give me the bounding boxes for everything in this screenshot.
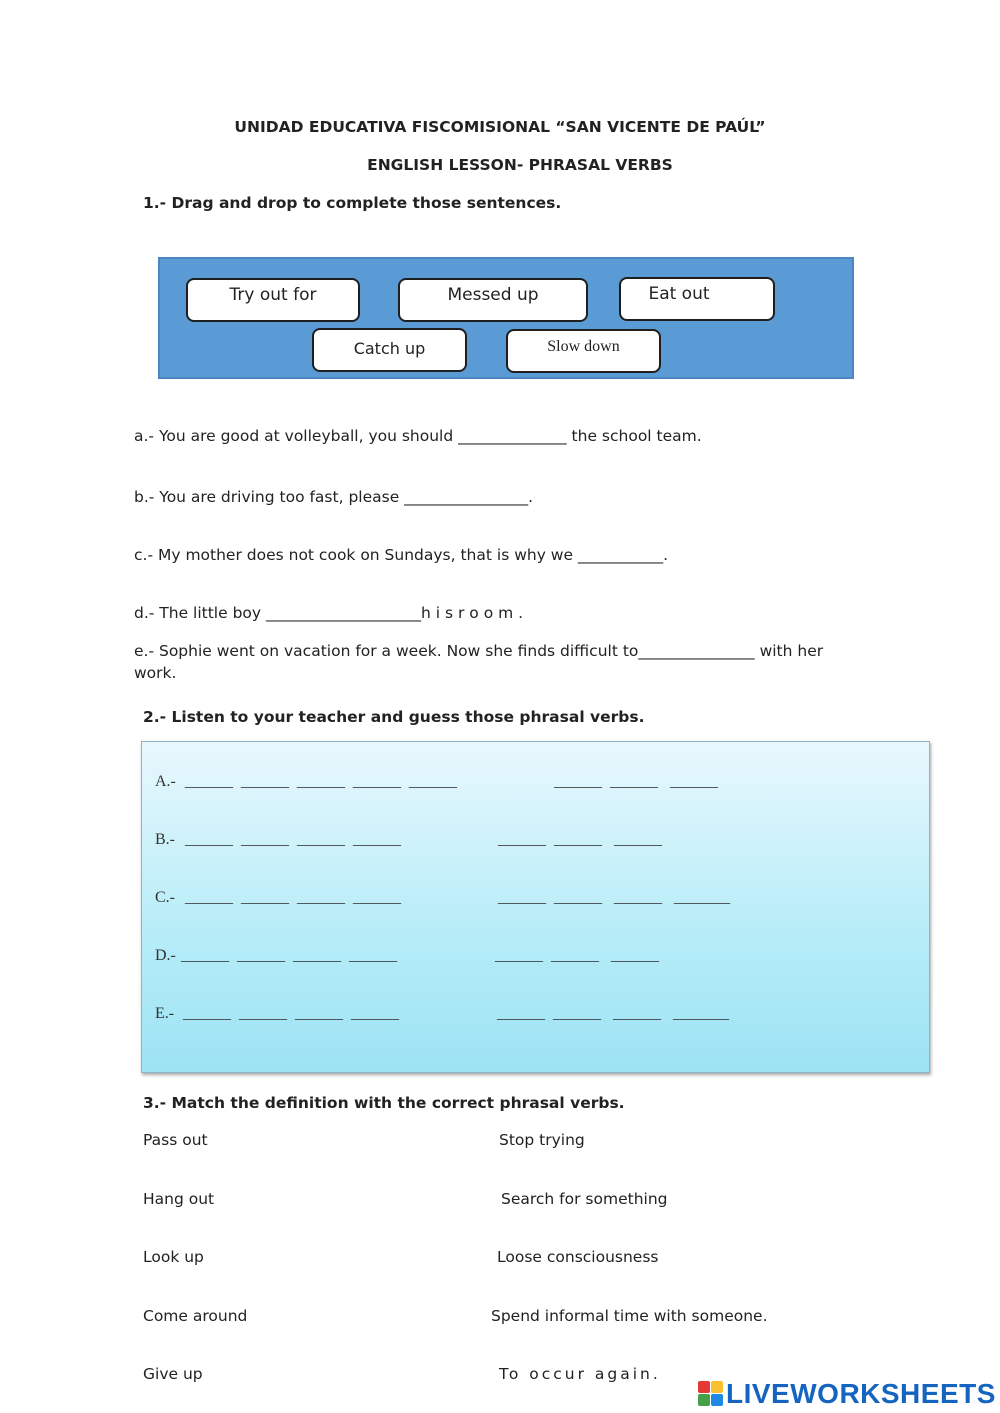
sentence-a: a.- You are good at volleyball, you should ______________ the school team. xyxy=(134,427,702,445)
chip-try-out-for[interactable]: Try out for xyxy=(186,278,360,322)
row-label-e: E.- xyxy=(155,1005,175,1022)
section1-title: 1.- Drag and drop to complete those sentences. xyxy=(143,194,562,212)
verb-look-up[interactable]: Look up xyxy=(143,1248,204,1266)
chip-catch-up[interactable]: Catch up xyxy=(312,328,467,372)
verb-pass-out[interactable]: Pass out xyxy=(143,1131,208,1149)
row-a-blanks-left[interactable]: ______ ______ ______ ______ ______ xyxy=(185,773,457,790)
row-label-c: C.- xyxy=(155,889,175,906)
lesson-title: ENGLISH LESSON- PHRASAL VERBS xyxy=(367,156,673,174)
sentence-b: b.- You are driving too fast, please ________________. xyxy=(134,488,534,506)
row-label-b: B.- xyxy=(155,831,175,848)
listening-box xyxy=(141,741,930,1073)
verb-give-up[interactable]: Give up xyxy=(143,1365,203,1383)
row-c-blanks-left[interactable]: ______ ______ ______ ______ xyxy=(185,889,401,906)
row-c-blanks-right[interactable]: ______ ______ ______ _______ xyxy=(498,889,730,906)
sentence-d: d.- The little boy ____________________h i s r o o m . xyxy=(134,604,524,622)
sentence-e-line1: e.- Sophie went on vacation for a week. Now she finds difficult to_______________ with her xyxy=(134,642,824,660)
word-bank xyxy=(158,257,854,379)
school-title: UNIDAD EDUCATIVA FISCOMISIONAL “SAN VICENTE DE PAÚL” xyxy=(234,118,766,136)
section3-title: 3.- Match the definition with the correct phrasal verbs. xyxy=(143,1094,625,1112)
section2-title: 2.- Listen to your teacher and guess those phrasal verbs. xyxy=(143,708,645,726)
logo-grid-icon xyxy=(698,1381,724,1407)
chip-messed-up[interactable]: Messed up xyxy=(398,278,588,322)
def-stop-trying[interactable]: Stop trying xyxy=(499,1131,585,1149)
verb-hang-out[interactable]: Hang out xyxy=(143,1190,215,1208)
row-e-blanks-left[interactable]: ______ ______ ______ ______ xyxy=(183,1005,399,1022)
logo-text: LIVEWORKSHEETS xyxy=(726,1378,996,1409)
def-spend-informal-time[interactable]: Spend informal time with someone. xyxy=(491,1307,768,1325)
row-a-blanks-right[interactable]: ______ ______ ______ xyxy=(554,773,718,790)
row-d-blanks-right[interactable]: ______ ______ ______ xyxy=(495,947,659,964)
chip-slow-down[interactable]: Slow down xyxy=(506,329,661,373)
chip-eat-out[interactable]: Eat out xyxy=(619,277,775,321)
def-search-for-something[interactable]: Search for something xyxy=(501,1190,668,1208)
row-label-a: A.- xyxy=(155,773,176,790)
def-loose-consciousness[interactable]: Loose consciousness xyxy=(497,1248,659,1266)
row-b-blanks-right[interactable]: ______ ______ ______ xyxy=(498,831,662,848)
verb-come-around[interactable]: Come around xyxy=(143,1307,248,1325)
def-occur-again[interactable]: To occur again. xyxy=(499,1365,661,1383)
row-label-d: D.- xyxy=(155,947,176,964)
sentence-e-line2: work. xyxy=(134,664,177,682)
sentence-c: c.- My mother does not cook on Sundays, that is why we ___________. xyxy=(134,546,669,564)
row-e-blanks-right[interactable]: ______ ______ ______ _______ xyxy=(497,1005,729,1022)
row-d-blanks-left[interactable]: ______ ______ ______ ______ xyxy=(181,947,397,964)
row-b-blanks-left[interactable]: ______ ______ ______ ______ xyxy=(185,831,401,848)
